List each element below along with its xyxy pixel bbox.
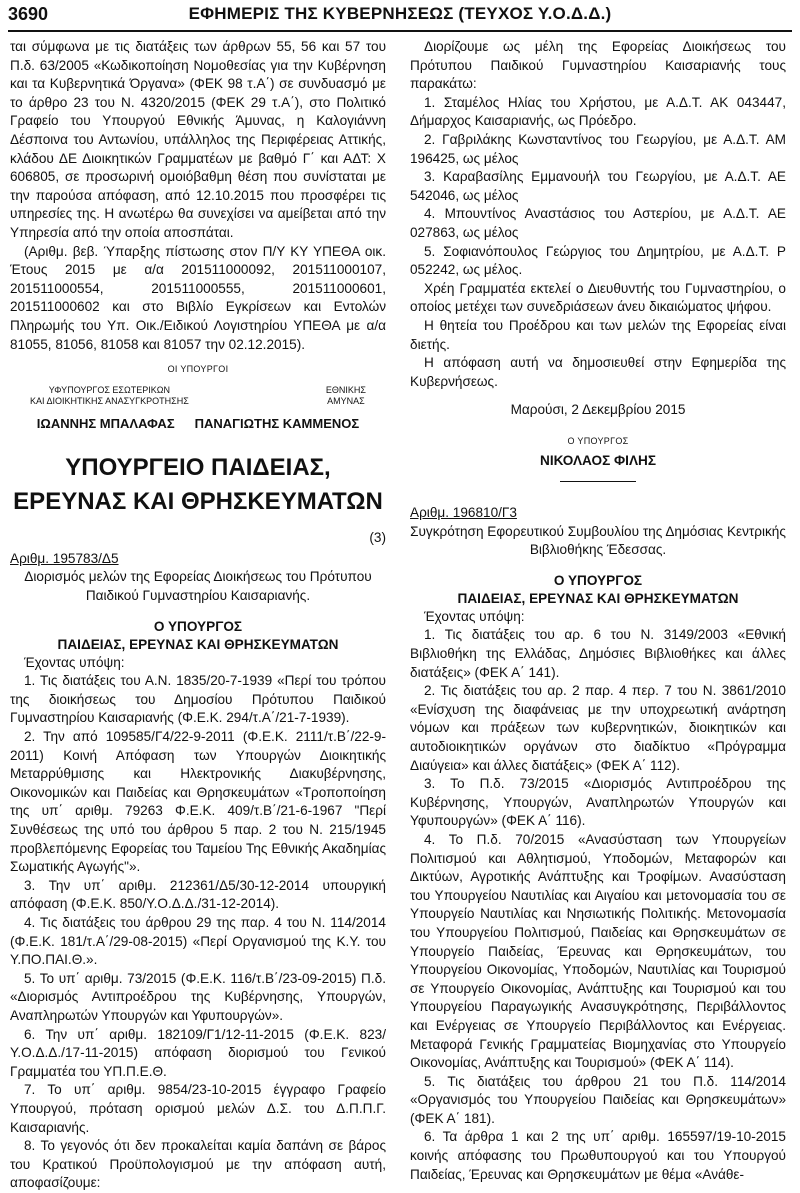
minister-heading: Ο ΥΠΟΥΡΓΟΣ ΠΑΙΔΕΙΑΣ, ΕΡΕΥΝΑΣ ΚΑΙ ΘΡΗΣΚΕΥΜΑΤΩΝ xyxy=(57,618,339,652)
page-header xyxy=(8,4,792,30)
list-item: 3. Την υπ΄ αριθμ. 212361/Δ5/30-12-2014 υπουργική απόφαση (Φ.Ε.Κ. 850/Υ.Ο.Δ.Δ./31-12-2014). xyxy=(10,877,386,912)
list-item: 1. Τις διατάξεις του αρ. 6 του Ν. 3149/2003 «Εθνική Βιβλιοθήκη της Ελλάδας, Δημόσιες Βιβλιοθήκες και άλλες διατάξεις» (ΦΕΚ Α΄ 141). xyxy=(410,627,786,680)
page-number: 3690 xyxy=(8,4,49,24)
gazette-title: ΕΦΗΜΕΡΙΣ ΤΗΣ ΚΥΒΕΡΝΗΣΕΩΣ (ΤΕΥΧΟΣ Υ.Ο.Δ.Δ.) xyxy=(188,4,612,23)
list-item: 8. Το γεγονός ότι δεν προκαλείται καμία δαπάνη σε βάρος του Κρατικού Προϋπολογισμού με την απόφαση αυτή, αποφασίζουμε: xyxy=(10,1138,386,1191)
list-item: 6. Την υπ΄ αριθμ. 182109/Γ1/12-11-2015 (Φ.Ε.Κ. 823/Υ.Ο.Δ.Δ./17-11-2015) απόφαση διορισμού του Γενικού Γραμματέα του ΥΠ.Π.Ε.Θ. xyxy=(10,1026,386,1079)
decision-number: Αριθμ. 196810/Γ3 xyxy=(410,505,517,521)
decision-subject: Διορισμός μελών της Εφορείας Διοικήσεως του Πρότυπου Παιδικού Γυμναστηρίου Καισαριανής. xyxy=(24,569,372,604)
appointment-intro: Διορίζουμε ως μέλη της Εφορείας Διοικήσεως του Πρότυπου Παιδικού Γυμναστηρίου Καισαριανής τους παρακάτω: xyxy=(410,39,786,92)
list-item: 5. Τις διατάξεις του άρθρου 21 του Π.δ. 114/2014 «Οργανισμός του Υπουργείου Παιδείας και Θρησκευμάτων» (ΦΕΚ Α΄ 181). xyxy=(410,1073,786,1126)
minister1-name: ΙΩΑΝΝΗΣ ΜΠΑΛΑΦΑΣ xyxy=(36,415,175,431)
credit-certification-note: (Αριθμ. βεβ. Ύπαρξης πίστωσης στον Π/Υ ΚΥ ΥΠΕΘΑ οικ. Έτους 2015 με α/α 201511000092, 201511000107, 201511000554, 201511000555, 201511000601, 201511000602 και στο Βιβλίο Εγκρίσεων και Εντολών Πληρωμής του Υπ. Οικ./Ειδικού Λογιστηρίου ΥΠΕΘΑ με α/α 81055, 81056, 81058 και 81057 την 02.12.2015). xyxy=(10,243,386,352)
place-date: Μαρούσι, 2 Δεκεμβρίου 2015 xyxy=(510,402,686,418)
section-divider xyxy=(560,481,636,482)
term-paragraph: Η θητεία του Προέδρου και των μελών της Εφορείας είναι διετής. xyxy=(410,317,786,352)
member-item: 5. Σοφιανόπουλος Γεώργιος του Δημητρίου, με Α.Δ.Τ. Ρ 052242, ως μέλος. xyxy=(410,243,786,278)
sequence-number: (3) xyxy=(369,530,386,546)
decision-number: Αριθμ. 195783/Δ5 xyxy=(10,550,119,566)
list-item: 4. Το Π.δ. 70/2015 «Ανασύσταση των Υπουργείων Πολιτισμού και Αθλητισμού, Υποδομών, Μεταφορών και Δικτύων, Αγροτικής Ανάπτυξης και Τροφίμων. Ανασύσταση του Υπουργείου Ναυτιλίας και Αιγαίου και μετονομασία του σε Υπουργείο Ναυτιλίας και Νησιωτικής Πολιτικής. Μετονομασία του Υπουργείου Πολιτισμού, Παιδείας και Θρησκευμάτων σε Υπουργείο Παιδείας, Έρευνας και Θρησκευμάτων, του Υπουργείου Οικονομίας, Υποδομών, Ναυτιλίας και Τουρισμού σε Υπουργείο Οικονομίας, Ανάπτυξης και Τουρισμού και του Υπουργείου Παραγωγικής Ανασυγκρότησης, Περιβάλλοντος και Ενέργειας σε Υπουργείο Περιβάλλοντος και Ενέργειας. Μεταφορά Γενικής Γραμματείας Βιομηχανίας στο Υπουργείο Οικονομίας, Ανάπτυξης και Τουρισμού» (ΦΕΚ Α΄ 114). xyxy=(410,831,786,1071)
list-item: 5. Το υπ΄ αριθμ. 73/2015 (Φ.Ε.Κ. 116/τ.Β΄/23-09-2015) Π.δ. «Διορισμός Αντιπροέδρου της Κυβέρνησης, Υπουργών, Αναπληρωτών Υπουργών και Υφυπουργών». xyxy=(10,970,386,1023)
list-item: 6. Τα άρθρα 1 και 2 της υπ΄ αριθμ. 165597/19-10-2015 κοινής απόφασης του Πρωθυπουργού και του Υπουργού Παιδείας, Έρευνας και Θρησκευμάτων με θέμα «Ανάθε- xyxy=(410,1129,786,1182)
minister-names xyxy=(10,415,386,434)
minister-titles xyxy=(10,385,386,407)
member-item: 4. Μπουντίνος Αναστάσιος του Αστερίου, με Α.Δ.Τ. ΑΕ 027863, ως μέλος xyxy=(410,206,786,240)
minister-heading: Ο ΥΠΟΥΡΓΟΣ ΠΑΙΔΕΙΑΣ, ΕΡΕΥΝΑΣ ΚΑΙ ΘΡΗΣΚΕΥΜΑΤΩΝ xyxy=(457,572,739,606)
list-item: 7. Το υπ΄ αριθμ. 9854/23-10-2015 έγγραφο Γραφείο Υπουργού, πρόταση ορισμού μελών Δ.Σ. του Δ.Π.Π.Γ. Καισαριανής. xyxy=(10,1082,386,1135)
minister1-title: ΥΦΥΠΟΥΡΓΟΣ ΕΣΩΤΕΡΙΚΩΝ ΚΑΙ ΔΙΟΙΚΗΤΙΚΗΣ ΑΝΑΣΥΓΚΡΟΤΗΣΗΣ xyxy=(30,384,189,406)
list-item: 2. Τις διατάξεις του αρ. 2 παρ. 4 περ. 7 του Ν. 3861/2010 «Ενίσχυση της διαφάνειας με την υποχρεωτική ανάρτηση νόμων και πράξεων των κυβερνητικών, διοικητικών και αυτοδιοικητικών οργάνων στο διαδίκτυο «Πρόγραμμα Διαύγεια» και άλλες διατάξεις» (ΦΕΚ Α΄ 112). xyxy=(410,683,786,773)
member-item: 1. Σταμέλος Ηλίας του Χρήστου, με Α.Δ.Τ. ΑΚ 043447, Δήμαρχος Καισαριανής, ως Πρόεδρο. xyxy=(410,94,786,129)
minister2-title: ΕΘΝΙΚΗΣ ΑΜΥΝΑΣ xyxy=(325,384,366,406)
minister2-name: ΠΑΝΑΓΙΩΤΗΣ ΚΑΜΜΕΝΟΣ xyxy=(194,415,360,431)
left-column xyxy=(10,38,386,1191)
decision-subject: Συγκρότηση Εφορευτικού Συμβουλίου της Δημόσιας Κεντρικής Βιβλιοθήκης Έδεσσας. xyxy=(410,523,786,558)
having-regard: Έχοντας υπόψη: xyxy=(24,654,125,670)
header-divider xyxy=(8,30,792,32)
list-item: 1. Τις διατάξεις του Α.Ν. 1835/20-7-1939 «Περί του τρόπου της διοικήσεως του Δημοσίου Πρότυπου Παιδικού Γυμναστηρίου Καισαριανής (Φ.Ε.Κ. 294/τ.Α΄/21-7-1939). xyxy=(10,673,386,726)
continued-paragraph: ται σύμφωνα με τις διατάξεις των άρθρων 55, 56 και 57 του Π.δ. 63/2005 «Κωδικοποίηση Νομοθεσίας για την Κυβέρνηση και τα Κυβερνητικά Όργανα» (ΦΕΚ 98 τ.Α΄) σε συνδυασμό με το άρθρο 23 του Ν. 4320/2015 (ΦΕΚ 29 τ.Α΄), στο Πολιτικό Γραφείο του Υπουργού Εθνικής Άμυνας, η Καλογιάννη Δέσποινα του Αντωνίου, υπάλληλος της Περιφέρειας Αττικής, κλάδου ΔΕ Διοικητικών Γραμματέων με βαθμό Γ΄ και ΑΔΤ: Χ 606805, σε προσωρινή ομοιόβαθμη θέση που συνίσταται με την παρούσα απόφαση, από 12.10.2015 που προσφέρει τις υπηρεσίες της. Η ανωτέρω θα συνεχίσει να αμείβεται από την Υπηρεσία από την οποία αποσπάται. xyxy=(10,39,386,240)
ministry-heading: ΥΠΟΥΡΓΕΙΟ ΠΑΙΔΕΙΑΣ, ΕΡΕΥΝΑΣ ΚΑΙ ΘΡΗΣΚΕΥΜΑΤΩΝ xyxy=(13,454,383,516)
ministers-label: ΟΙ ΥΠΟΥΡΓΟΙ xyxy=(167,364,229,375)
list-item: 3. Το Π.δ. 73/2015 «Διορισμός Αντιπροέδρου της Κυβέρνησης, Υπουργών, Αναπληρωτών Υπουργών και Υφυπουργών» (ΦΕΚ Α΄ 116). xyxy=(410,776,786,829)
right-column xyxy=(410,38,786,1182)
member-item: 3. Καραβασίλης Εμμανουήλ του Γεωργίου, με Α.Δ.Τ. ΑΕ 542046, ως μέλος xyxy=(410,169,786,203)
minister-label: Ο ΥΠΟΥΡΓΟΣ xyxy=(567,435,629,446)
secretary-paragraph: Χρέη Γραμματέα εκτελεί ο Διευθυντής του Γυμναστηρίου, ο οποίος μετέχει των συνεδριάσεων άνευ δικαιώματος ψήφου. xyxy=(410,280,786,315)
minister-name: ΝΙΚΟΛΑΟΣ ΦΙΛΗΣ xyxy=(540,453,656,469)
publish-paragraph: Η απόφαση αυτή να δημοσιευθεί στην Εφημερίδα της Κυβερνήσεως. xyxy=(410,355,786,389)
member-item: 2. Γαβριλάκης Κωνσταντίνος του Γεωργίου, με Α.Δ.Τ. ΑΜ 196425, ως μέλος xyxy=(410,131,786,166)
signature-block xyxy=(10,360,386,433)
having-regard: Έχοντας υπόψη: xyxy=(424,608,525,624)
list-item: 2. Την από 109585/Γ4/22-9-2011 (Φ.Ε.Κ. 2111/τ.Β΄/22-9-2011) Κοινή Απόφαση των Υπουργών Διοικητικής Μεταρρύθμισης και Ηλεκτρονικής Διακυβέρνησης, Οικονομικών και Παιδείας και Θρησκευμάτων «Τροποποίηση της υπ΄ αριθμ. 79263 Φ.Ε.Κ. 409/τ.Β΄/21-6-1967 "Περί Συνθέσεως της υπό του άρθρου 5 παρ. 2 του Ν. 215/1945 προβλεπόμενης Εφορείας του Ταμείου Της Εθνικής Ακαδημίας Σωματικής Αγωγής"». xyxy=(10,729,386,875)
list-item: 4. Τις διατάξεις του άρθρου 29 της παρ. 4 του Ν. 114/2014 (Φ.Ε.Κ. 181/τ.Α΄/29-08-2015) «Περί Οργανισμού της Κ.Υ. του Υ.ΠΟ.ΠΑΙ.Θ.». xyxy=(10,914,386,968)
